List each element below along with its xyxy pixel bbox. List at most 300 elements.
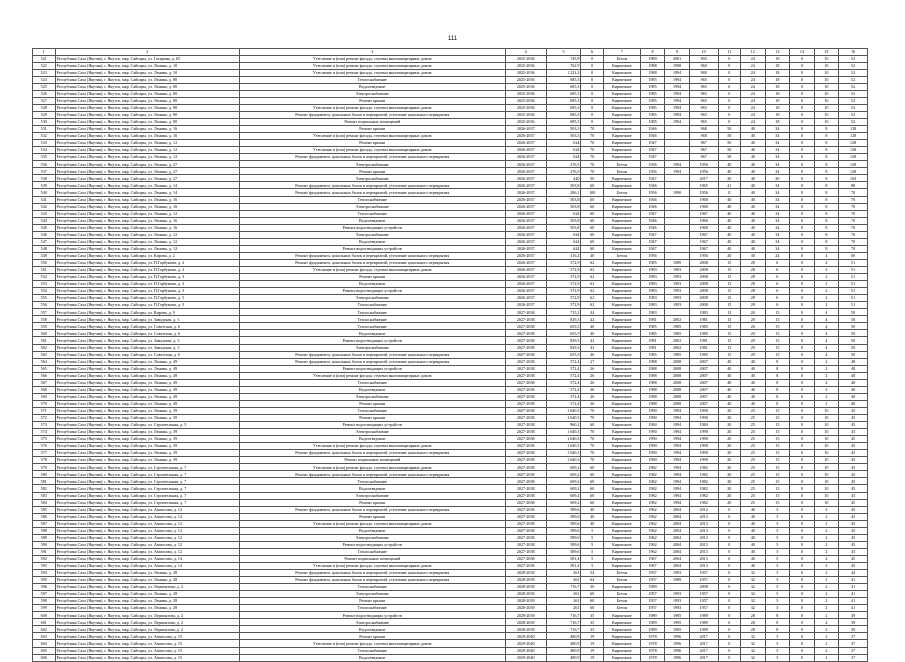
table-cell: 2029-2040 (505, 654, 546, 661)
table-cell: Ремонт фундамента, цокольных балок и перекрытий, утепление цокольного перекрытия (239, 570, 505, 577)
table-cell: 1946 (640, 224, 665, 231)
table-cell: 1956 (640, 189, 665, 196)
table-cell: 62 (581, 259, 604, 266)
table-cell: 2028-2039 (505, 619, 546, 626)
table-cell: 2004 (665, 541, 690, 548)
table-cell: Бетон (603, 252, 640, 259)
table-cell: 40 (718, 386, 741, 393)
table-cell: 276,5 (546, 161, 581, 168)
table-cell: 10 (814, 450, 839, 457)
table-cell: 20 (718, 422, 741, 429)
table-cell: 8 (765, 386, 790, 393)
table-cell: Водоотведение (239, 436, 505, 443)
table-cell: Кирпичное (603, 126, 640, 133)
column-number-cell: 2 (55, 49, 239, 56)
table-cell: 541 (33, 196, 56, 203)
table-cell: 4 (814, 344, 839, 351)
table-cell: 562 (33, 344, 56, 351)
table-cell: Республика Саха (Якутия), г. Якутск, мкр. Сайсары, ул. П.Горбунова, д. 2 (55, 259, 239, 266)
table-cell: 2 (814, 506, 839, 513)
table-cell: 0 (790, 591, 815, 598)
table-cell: 40 (718, 203, 741, 210)
table-cell: Ремонт фундамента, цокольных балок и перекрытий, утепление цокольного перекрытия (239, 111, 505, 118)
table-cell: 8 (765, 379, 790, 386)
table-row (33, 76, 868, 83)
table-cell (665, 309, 690, 316)
table-cell: Республика Саха (Якутия), г. Якутск, мкр. Сайсары, ул. Ленина, д. 49 (55, 379, 239, 386)
table-row (33, 196, 868, 203)
table-cell: 1988 (640, 400, 665, 407)
table-cell: 543 (33, 210, 56, 217)
table-cell: 40 (741, 210, 766, 217)
table-cell: Кирпичное (603, 379, 640, 386)
table-cell: 0 (718, 55, 741, 62)
table-cell: 593 (33, 562, 56, 569)
table-cell: 18 (765, 76, 790, 83)
table-cell: 1962 (640, 548, 665, 555)
table-cell: 589,6 (546, 513, 581, 520)
table-cell: 8 (814, 210, 839, 217)
table-cell: 15 (718, 330, 741, 337)
table-cell: 0 (718, 513, 741, 520)
table-cell: 40 (581, 506, 604, 513)
table-cell: 8 (814, 189, 839, 196)
table-cell: 2013 (689, 562, 718, 569)
table-cell: 45 (839, 555, 868, 562)
table-cell: 20 (765, 175, 790, 182)
table-row (33, 210, 868, 217)
table-cell: Кирпичное (603, 97, 640, 104)
table-cell: 19 (581, 633, 604, 640)
table-cell: 18 (765, 104, 790, 111)
table-cell: 1962 (640, 527, 665, 534)
table-cell: 1982 (689, 478, 718, 485)
table-cell: 1985 (640, 259, 665, 266)
table-cell: 574 (33, 429, 56, 436)
table-cell: 524 (33, 76, 56, 83)
table-cell: 589 (33, 534, 56, 541)
table-cell: 2008 (665, 372, 690, 379)
capital-repair-table (32, 48, 868, 662)
table-cell: 1956 (640, 161, 665, 168)
table-cell: Ремонт водоотводящих устройств (239, 245, 505, 252)
table-cell: 15 (718, 302, 741, 309)
table-cell: 24 (741, 62, 766, 69)
table-cell: 40 (718, 238, 741, 245)
table-cell: 40 (741, 548, 766, 555)
table-cell: Республика Саха (Якутия), г. Якутск, мкр. Сайсары, ул. Лермонтова, д. 2 (55, 612, 239, 619)
table-cell: 581,4 (546, 555, 581, 562)
table-cell: 553 (33, 281, 56, 288)
table-cell: 2027-2038 (505, 541, 546, 548)
table-cell: 2008 (689, 267, 718, 274)
table-cell: 0 (790, 548, 815, 555)
table-cell: 24 (741, 119, 766, 126)
table-cell: 2027-2038 (505, 372, 546, 379)
table-cell: 480,9 (546, 640, 581, 647)
table-cell: Кирпичное (603, 640, 640, 647)
table-cell: Бетон (603, 570, 640, 577)
table-cell: 20 (718, 464, 741, 471)
table-cell: 2001 (665, 55, 690, 62)
table-cell: Кирпичное (603, 111, 640, 118)
table-cell: 2 (814, 647, 839, 654)
table-cell: 128 (839, 168, 868, 175)
table-cell: Кирпичное (603, 654, 640, 661)
table-cell: 32 (741, 633, 766, 640)
table-row (33, 562, 868, 569)
table-cell: 624 (546, 154, 581, 161)
table-cell: 34 (765, 154, 790, 161)
table-cell: 70 (581, 457, 604, 464)
table-cell: Кирпичное (603, 90, 640, 97)
table-cell: 2025-2036 (505, 90, 546, 97)
table-cell: 0 (790, 457, 815, 464)
table-cell: 1982 (689, 499, 718, 506)
table-cell (665, 203, 690, 210)
table-cell: 50 (839, 323, 868, 330)
table-cell: 261 (546, 598, 581, 605)
table-cell: 0 (718, 555, 741, 562)
table-cell: Республика Саха (Якутия), г. Якутск, мкр. Сайсары, ул. Строительная, д. 7 (55, 464, 239, 471)
table-cell: Кирпичное (603, 210, 640, 217)
table-cell: 572,4 (546, 400, 581, 407)
table-cell: 716,7 (546, 584, 581, 591)
table-cell: 2007 (689, 372, 718, 379)
table-cell: 20 (718, 443, 741, 450)
table-cell: Водоотведение (239, 281, 505, 288)
table-cell: 45 (839, 422, 868, 429)
table-cell: 1985 (689, 323, 718, 330)
table-cell: 10 (814, 83, 839, 90)
table-cell: 37 (839, 647, 868, 654)
table-cell: Кирпичное (603, 464, 640, 471)
table-cell: Кирпичное (603, 259, 640, 266)
table-cell: Ремонт крыши (239, 598, 505, 605)
table-cell: 40 (718, 196, 741, 203)
table-cell: 18 (765, 62, 790, 69)
table-cell: 40 (741, 527, 766, 534)
table-cell: 1994 (665, 443, 690, 450)
table-row (33, 654, 868, 661)
table-cell: 15 (765, 407, 790, 414)
table-cell: 1990 (689, 407, 718, 414)
column-number-cell: 6 (581, 49, 604, 56)
table-cell: Кирпичное (603, 534, 640, 541)
table-cell: Кирпичное (603, 295, 640, 302)
table-cell: Кирпичное (603, 69, 640, 76)
table-cell: Бетон (603, 55, 640, 62)
table-cell: 2027-2038 (505, 464, 546, 471)
table-cell: 18 (765, 55, 790, 62)
table-cell: 15 (718, 295, 741, 302)
table-cell: 1957 (689, 605, 718, 612)
table-cell: 50 (718, 126, 741, 133)
table-row (33, 513, 868, 520)
table-cell: 1983 (640, 288, 665, 295)
table-cell: 609,2 (546, 478, 581, 485)
table-cell: 18 (765, 69, 790, 76)
table-cell: Кирпичное (603, 302, 640, 309)
table-cell: 20 (718, 499, 741, 506)
table-cell: 24 (741, 90, 766, 97)
table-cell: 15 (765, 330, 790, 337)
table-cell: 45 (839, 534, 868, 541)
table-cell: 28 (741, 626, 766, 633)
table-cell: 2 (814, 633, 839, 640)
table-cell: 51 (839, 302, 868, 309)
table-cell: 0 (790, 577, 815, 584)
table-cell: 5 (765, 605, 790, 612)
table-cell: Республика Саха (Якутия), г. Якутск, мкр. Сайсары, ул. П.Горбунова, д. 3 (55, 274, 239, 281)
table-cell: 967 (689, 154, 718, 161)
table-cell: Ремонт крыши (239, 274, 505, 281)
table-row (33, 485, 868, 492)
table-cell: Кирпичное (603, 231, 640, 238)
table-row (33, 316, 868, 323)
table-cell: 128 (839, 154, 868, 161)
table-cell: 0 (581, 97, 604, 104)
table-cell: 261 (546, 591, 581, 598)
table-cell: 40 (741, 161, 766, 168)
table-cell: Бетон (603, 161, 640, 168)
table-cell: 0 (718, 62, 741, 69)
table-cell: 1982 (689, 485, 718, 492)
table-cell: Кирпичное (603, 330, 640, 337)
table-cell: 2027-2038 (505, 492, 546, 499)
table-cell: 0 (718, 189, 741, 196)
table-cell: 19 (581, 647, 604, 654)
table-cell: Республика Саха (Якутия), г. Якутск, мкр. Сайсары, ул. Ленина, д. 12 (55, 140, 239, 147)
table-cell: 5 (765, 584, 790, 591)
table-cell: 589,6 (546, 520, 581, 527)
table-cell: 0 (718, 548, 741, 555)
table-cell: Кирпичное (603, 358, 640, 365)
table-cell: 70 (839, 217, 868, 224)
table-cell: 2026-2037 (505, 245, 546, 252)
table-cell: 40 (741, 245, 766, 252)
table-cell: Республика Саха (Якутия), г. Якутск, мкр. Сайсары, ул. Ленина, д. 12 (55, 238, 239, 245)
table-cell: Ремонт водоотводящих устройств (239, 337, 505, 344)
table-cell: 0 (790, 111, 815, 118)
table-cell: 32 (741, 654, 766, 661)
table-cell: 1956 (640, 168, 665, 175)
table-cell: 1981 (689, 344, 718, 351)
table-cell: Ремонт крыши (239, 499, 505, 506)
table-cell: 579 (33, 464, 56, 471)
table-cell: 1982 (640, 471, 665, 478)
table-cell: 40 (718, 161, 741, 168)
table-cell: 40 (741, 154, 766, 161)
table-cell: Водоотведение (239, 238, 505, 245)
table-cell: 35 (581, 619, 604, 626)
table-cell: 5 (581, 562, 604, 569)
table-cell: 40 (718, 245, 741, 252)
table-cell: 48 (839, 358, 868, 365)
table-cell: 2008 (689, 274, 718, 281)
table-cell: 1993 (665, 281, 690, 288)
table-cell: 1983 (689, 309, 718, 316)
table-cell: 2027-2038 (505, 562, 546, 569)
table-row (33, 267, 868, 274)
table-cell: 8 (765, 400, 790, 407)
table-cell: 40 (741, 203, 766, 210)
table-cell: Республика Саха (Якутия), г. Якутск, мкр. Сайсары, ул. Советская, д. 6 (55, 351, 239, 358)
table-cell: 60 (839, 252, 868, 259)
table-row (33, 119, 868, 126)
table-cell: 1947 (640, 210, 665, 217)
table-cell: Теплоснабжение (239, 309, 505, 316)
table-cell: 592 (33, 555, 56, 562)
table-cell: 10 (814, 464, 839, 471)
table-cell (665, 175, 690, 182)
table-cell: Республика Саха (Якутия), г. Якутск, мкр. Сайсары, ул. Ленина, д. 14 (55, 182, 239, 189)
table-cell: 1957 (689, 591, 718, 598)
table-cell: 5 (765, 506, 790, 513)
table-cell: 40 (718, 358, 741, 365)
table-cell: 8 (765, 626, 790, 633)
table-cell: 503,8 (546, 196, 581, 203)
table-cell: 1 640,3 (546, 457, 581, 464)
table-cell: 1983 (640, 309, 665, 316)
table-cell: 15 (765, 464, 790, 471)
table-cell: 15 (765, 316, 790, 323)
table-cell (665, 147, 690, 154)
table-cell: Ремонт крыши (239, 400, 505, 407)
table-cell: Республика Саха (Якутия), г. Якутск, мкр. Сайсары, ул. Ленина, д. 28 (55, 605, 239, 612)
table-cell: 34 (765, 231, 790, 238)
table-cell: 40 (741, 555, 766, 562)
column-number-cell: 15 (814, 49, 839, 56)
table-cell: 8 (814, 224, 839, 231)
table-row (33, 506, 868, 513)
table-cell: 25 (741, 422, 766, 429)
table-cell: 1967 (640, 555, 665, 562)
table-cell: 1994 (665, 422, 690, 429)
table-cell: 591 (33, 548, 56, 555)
table-cell: 2013 (689, 541, 718, 548)
table-row (33, 400, 868, 407)
table-cell: 1947 (640, 238, 665, 245)
table-cell: Утепление и (или) ремонт фасада, ступени многоквартирных домов (239, 520, 505, 527)
table-cell: 569 (33, 393, 56, 400)
table-row (33, 323, 868, 330)
table-cell: 525 (33, 83, 56, 90)
table-row (33, 175, 868, 182)
table-cell: 45 (839, 527, 868, 534)
table-cell: 0 (790, 281, 815, 288)
table-cell: Утепление и (или) ремонт фасада, ступени многоквартирных домов (239, 562, 505, 569)
table-row (33, 245, 868, 252)
table-cell: 528 (33, 104, 56, 111)
table-cell: 20 (718, 450, 741, 457)
table-cell: 25 (741, 414, 766, 421)
table-cell: 0 (790, 196, 815, 203)
table-cell: 480,9 (546, 654, 581, 661)
table-cell: 0 (790, 633, 815, 640)
table-cell: 24 (741, 104, 766, 111)
table-row (33, 640, 868, 647)
table-cell: 0 (790, 386, 815, 393)
table-cell: 5 (765, 513, 790, 520)
table-cell: Ремонт фундамента, цокольных балок и перекрытий, утепление цокольного перекрытия (239, 189, 505, 196)
table-cell: 25 (741, 492, 766, 499)
table-cell: 716,7 (546, 612, 581, 619)
table-cell: 1994 (665, 429, 690, 436)
table-cell: 0 (790, 140, 815, 147)
table-cell: 10 (814, 492, 839, 499)
table-cell: Утепление и (или) ремонт фасада, ступени многоквартирных домов (239, 464, 505, 471)
table-cell: 24 (741, 76, 766, 83)
table-cell: 8 (814, 217, 839, 224)
table-cell: 8 (814, 168, 839, 175)
table-cell: 503,8 (546, 182, 581, 189)
table-cell: 50 (718, 154, 741, 161)
table-cell: 685,3 (546, 97, 581, 104)
table-cell: 2029-2040 (505, 633, 546, 640)
table-row (33, 281, 868, 288)
table-cell: Электроснабжение (239, 591, 505, 598)
table-cell: 1993 (665, 605, 690, 612)
table-cell: Теплоснабжение (239, 316, 505, 323)
table-cell: 2017 (689, 640, 718, 647)
table-cell: 2027-2038 (505, 337, 546, 344)
table-cell: Ремонт крыши (239, 633, 505, 640)
table-cell: 0 (790, 69, 815, 76)
table-cell: Ремонт фундамента, цокольных балок и перекрытий, утепление цокольного перекрытия (239, 252, 505, 259)
table-cell: Кирпичное (603, 499, 640, 506)
table-cell: 40 (741, 513, 766, 520)
table-cell: 44 (839, 570, 868, 577)
table-cell: 40 (741, 147, 766, 154)
table-cell: Ремонт крыши (239, 168, 505, 175)
table-cell: 0 (790, 372, 815, 379)
table-cell: 5 (581, 541, 604, 548)
table-cell: 0 (790, 358, 815, 365)
table-cell: 10 (814, 69, 839, 76)
table-cell: 535 (33, 154, 56, 161)
table-cell: 5 (765, 640, 790, 647)
table-cell: 5 (765, 647, 790, 654)
table-cell: 60 (581, 245, 604, 252)
table-cell: 2004 (665, 534, 690, 541)
table-cell: 420 (546, 175, 581, 182)
table-cell: 10 (814, 414, 839, 421)
table-cell: 503,3 (546, 126, 581, 133)
table-cell: 1956 (689, 189, 718, 196)
table-cell: 1994 (665, 478, 690, 485)
table-cell: 2007 (689, 400, 718, 407)
table-cell: 0 (790, 429, 815, 436)
table-cell: 572,4 (546, 393, 581, 400)
table-cell: 2029-2040 (505, 640, 546, 647)
table-cell: 32 (741, 577, 766, 584)
table-cell: 563 (33, 351, 56, 358)
table-row (33, 471, 868, 478)
table-cell: 0 (790, 147, 815, 154)
table-cell: 2013 (689, 513, 718, 520)
table-cell: 1982 (689, 492, 718, 499)
table-cell: Республика Саха (Якутия), г. Якутск, мкр. Сайсары, ул. Строительная, д. 7 (55, 485, 239, 492)
table-cell: 39 (839, 612, 868, 619)
table-cell: 685,3 (546, 119, 581, 126)
table-cell: Республика Саха (Якутия), г. Якутск, мкр. Сайсары, ул. Аммосова, д. 14 (55, 562, 239, 569)
table-cell: 20 (718, 492, 741, 499)
table-cell: 18 (765, 97, 790, 104)
table-cell: 48 (839, 400, 868, 407)
table-cell: 15 (765, 443, 790, 450)
table-cell: 70 (581, 133, 604, 140)
